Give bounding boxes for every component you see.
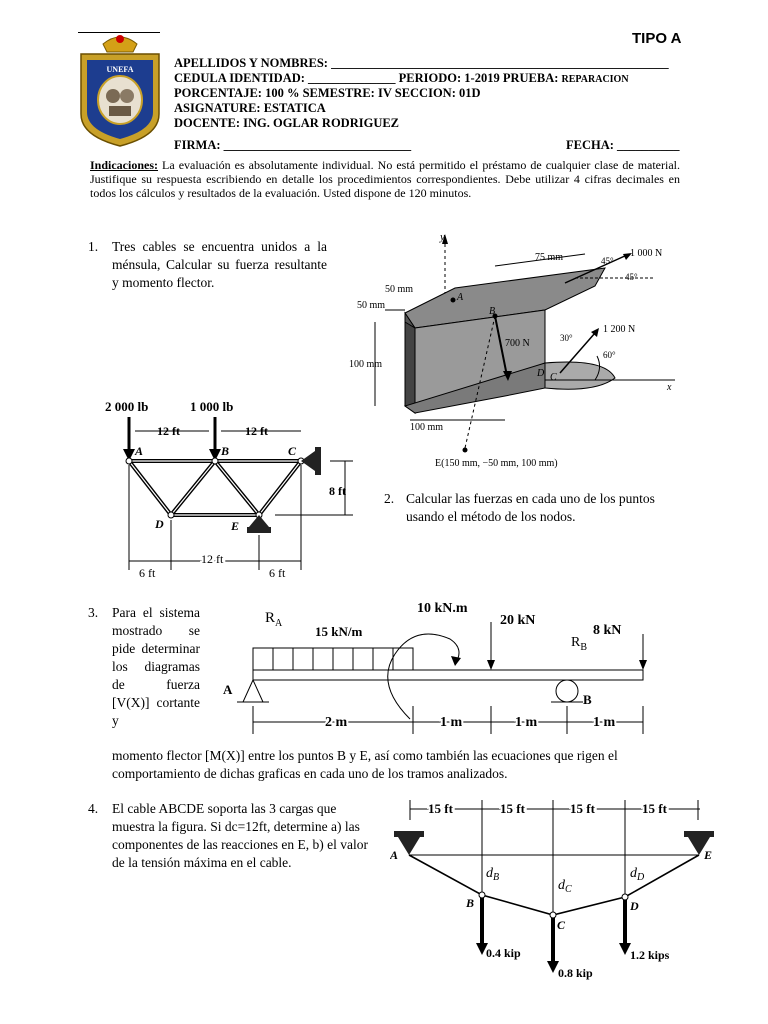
point-d-label: D [537, 368, 545, 379]
question-2-number: 2. [384, 491, 395, 506]
question-4-text: El cable ABCDE soporta las 3 cargas que muestra la figura. Si dc=12ft, determine a) las componentes de las reacciones en E, b) el valor de la tensión máxima en el cable. [112, 801, 369, 870]
load-1000-label: 1 000 lb [190, 399, 234, 414]
bracket-figure [345, 228, 685, 473]
dim-50a-label: 50 mm [385, 284, 414, 295]
point-e-label: E [704, 848, 713, 862]
node-c-label: C [288, 444, 297, 458]
percentage-line: PORCENTAJE: 100 % SEMESTRE: IV SECCION: 01D [174, 86, 481, 100]
signature-line: FIRMA: ______________________________ [174, 138, 412, 152]
force-1200-label: 1 200 N [603, 324, 636, 335]
question-3-text-a: Para el sistema mostrado se pide determinar los diagramas de fuerza [V(X)] cortante y [112, 605, 200, 728]
point-e-label: E(150 mm, −50 mm, 100 mm) [435, 458, 558, 469]
teacher-line: DOCENTE: ING. OGLAR RODRIGUEZ [174, 116, 400, 130]
test-type: REPARACION [561, 74, 629, 85]
dim-100-label: 100 mm [349, 359, 383, 370]
beam-figure [215, 594, 665, 744]
base-6b-label: 6 ft [269, 566, 286, 580]
span-1m-c-label: 1 m [593, 715, 616, 730]
ra-label: $R_A$ [265, 610, 283, 629]
student-name-line: APELLIDOS Y NOMBRES: ______________________________________________________ [174, 56, 669, 70]
node-a-label: A [135, 444, 144, 458]
support-a-label: A [223, 682, 233, 697]
question-2-text: Calcular las fuerzas en cada uno de los puntos usando el método de los nodos. [406, 491, 655, 524]
force-1000-label: 1 000 N [630, 248, 663, 259]
span-15d-label: 15 ft [642, 801, 667, 816]
question-1-number: 1. [88, 239, 99, 254]
question-1-text: Tres cables se encuentra unidos a la ménsula, Calcular su fuerza resultante y momento flector. [112, 239, 327, 290]
question-4-number: 4. [88, 801, 99, 816]
question-3-number: 3. [88, 605, 99, 620]
point-a-label: A [457, 292, 464, 303]
load-12-label: 1.2 kips [630, 948, 670, 962]
indications-text: La evaluación es absolutamente individual. No está permitido el préstamo de cualquier clase de material. Justifique su respuesta escribiendo en detalle los procedimientos correspondientes. Debe utilizar 4 cifras decimales en todos los cálculos y resultados de la evaluación. Usted dispone de 120 minutos. [90, 158, 680, 200]
question-3-text-b: momento flector [M(X)] entre los puntos B y E, así como también las ecuaciones que rigen el comportamiento de dichas graficas en cada uno de los tramos analizados. [112, 748, 618, 781]
distributed-load-label: 15 kN/m [315, 624, 363, 639]
cable-figure [390, 795, 725, 985]
load-04-label: 0.4 kip [486, 946, 521, 960]
date-line: FECHA: __________ [566, 138, 680, 152]
load-8kn-label: 8 kN [593, 623, 622, 638]
span-15c-label: 15 ft [570, 801, 595, 816]
sag-dc-label: $d_C$ [558, 878, 572, 895]
indications [90, 158, 680, 200]
sag-db-label: $d_B$ [486, 866, 500, 883]
span-15b-label: 15 ft [500, 801, 525, 816]
point-c-label: C [557, 918, 566, 932]
dim-75-label: 75 mm [535, 252, 564, 263]
dim-50b-label: 50 mm [357, 300, 386, 311]
angle-45b-label: 45° [625, 272, 638, 282]
exam-type: TIPO A [632, 30, 682, 47]
span-15a-label: 15 ft [428, 801, 453, 816]
force-700-label: 700 N [505, 338, 530, 349]
university-logo [75, 30, 165, 148]
truss-figure [95, 395, 365, 580]
id-period-line [174, 71, 629, 87]
point-a-label: A [390, 848, 399, 862]
subject-line: ASIGNATURE: ESTATICA [174, 101, 326, 115]
angle-60-label: 60° [603, 350, 616, 360]
span-1m-a-label: 1 m [440, 715, 463, 730]
span-2m-label: 2 m [325, 715, 348, 730]
span-1m-b-label: 1 m [515, 715, 538, 730]
base-6a-label: 6 ft [139, 566, 156, 580]
load-2000-label: 2 000 lb [105, 399, 149, 414]
rb-label: $R_B$ [571, 635, 588, 653]
node-d-label: D [155, 517, 164, 531]
dim-100b-label: 100 mm [410, 422, 444, 433]
support-b-label: B [583, 692, 592, 707]
sag-dd-label: $d_D$ [630, 866, 645, 883]
moment-label: 10 kN.m [417, 601, 468, 616]
logo-text: UNEFA [106, 65, 134, 74]
x-axis-label: x [667, 382, 672, 393]
angle-45a-label: 45° [601, 256, 614, 266]
angle-30-label: 30° [560, 333, 573, 343]
dim-12a-label: 12 ft [157, 424, 180, 438]
point-b-label: B [489, 306, 496, 317]
load-20kn-label: 20 kN [500, 613, 536, 628]
load-08-label: 0.8 kip [558, 966, 593, 980]
point-d-label: D [630, 899, 639, 913]
base-12-label: 12 ft [201, 552, 224, 566]
point-b-label: B [466, 896, 475, 910]
y-axis-label: y [440, 231, 445, 243]
point-c-label: C [550, 372, 557, 383]
node-b-label: B [221, 444, 230, 458]
indications-label: Indicaciones: [90, 158, 159, 172]
id-period-text: CEDULA IDENTIDAD: ______________ PERIODO: 1-2019 PRUEBA: [174, 71, 559, 85]
height-8ft-label: 8 ft [329, 484, 346, 498]
dim-12b-label: 12 ft [245, 424, 268, 438]
node-e-label: E [231, 519, 240, 533]
